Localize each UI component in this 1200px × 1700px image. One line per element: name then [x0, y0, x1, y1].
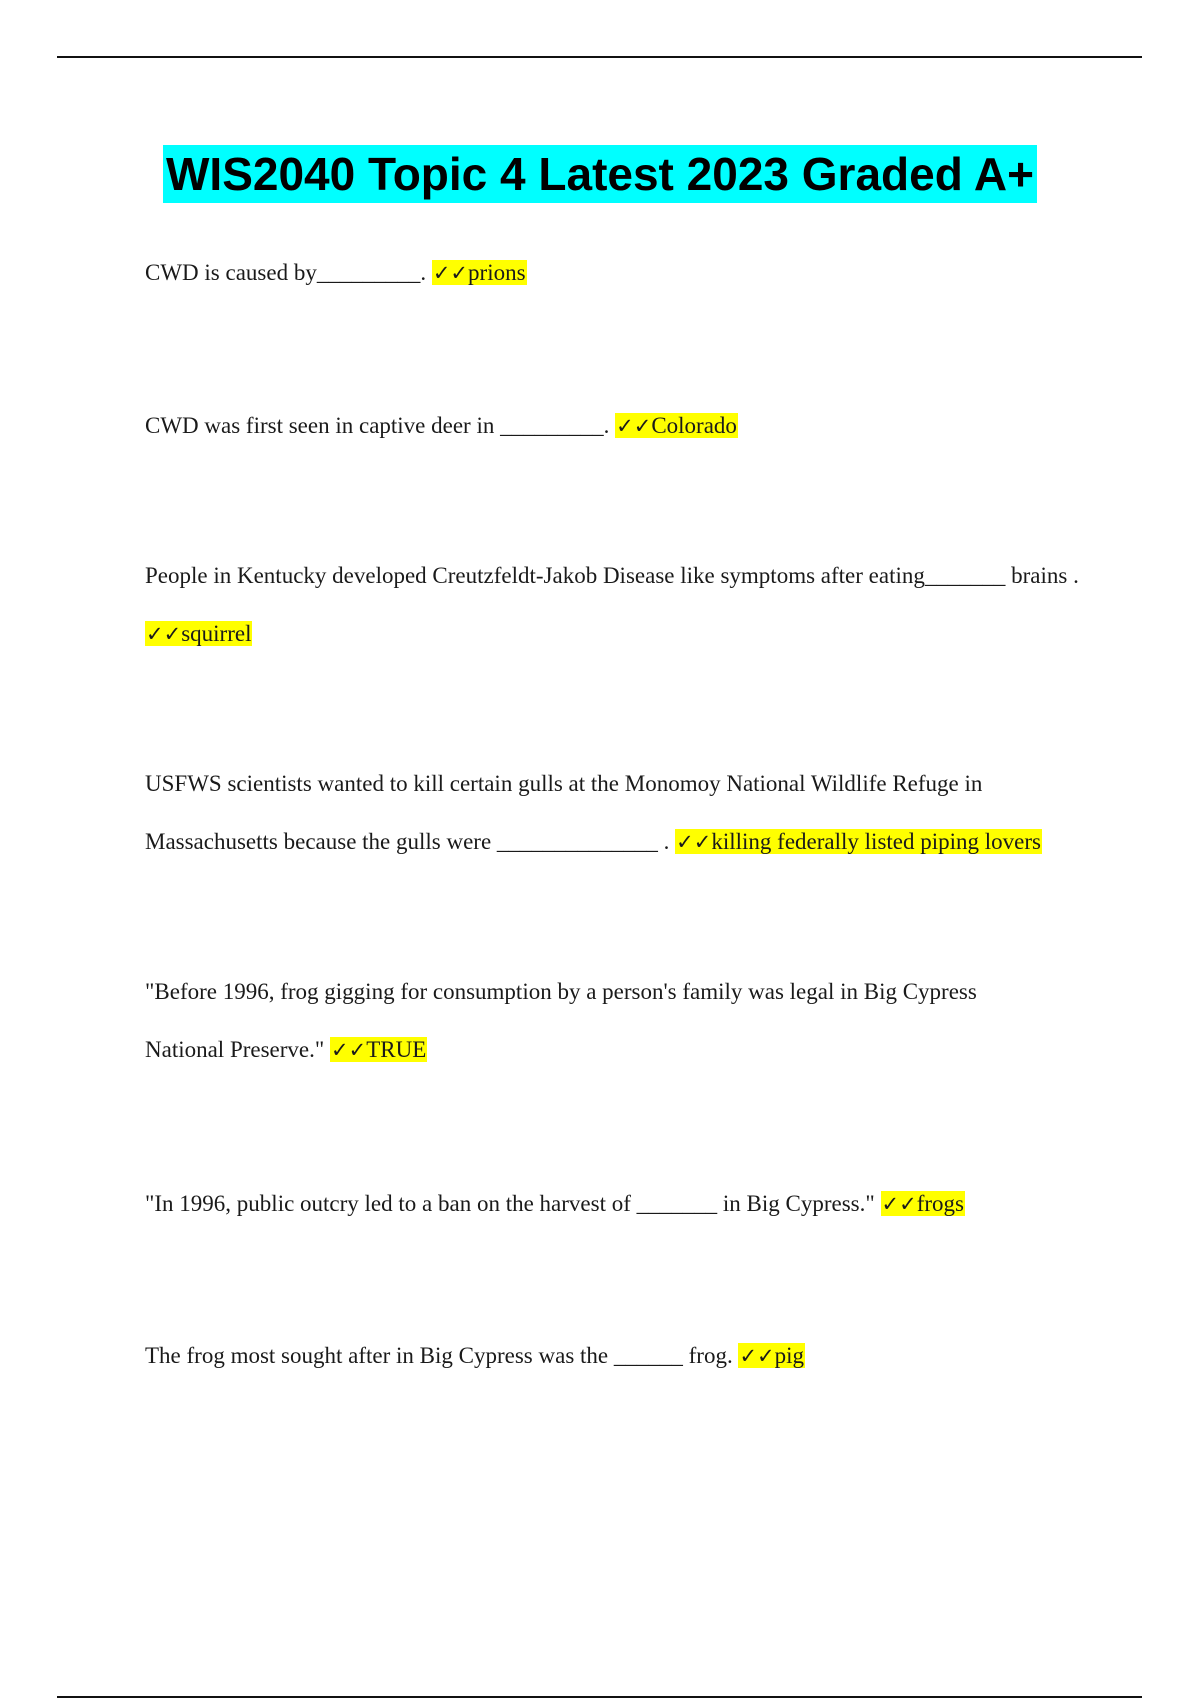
answer-highlight — [145, 621, 252, 646]
double-check-icon: ✓✓ — [146, 622, 182, 646]
double-check-icon: ✓✓ — [616, 414, 652, 438]
qa-item-1 — [145, 244, 1095, 302]
qa-item-2 — [145, 397, 1095, 455]
question-text: CWD is caused by_________. — [145, 260, 432, 285]
answer-highlight — [881, 1191, 965, 1216]
question-text: "In 1996, public outcry led to a ban on the harvest of _______ in Big Cypress." — [145, 1191, 881, 1216]
answer-text: prions — [468, 260, 526, 285]
bottom-rule — [57, 1696, 1142, 1698]
answer-highlight — [675, 829, 1042, 854]
qa-item-4 — [145, 755, 1105, 871]
question-text: People in Kentucky developed Creutzfeldt-Jakob Disease like symptoms after eating_______ brains . — [145, 563, 1079, 588]
question-text: CWD was first seen in captive deer in _________. — [145, 413, 616, 438]
answer-text: frogs — [916, 1191, 964, 1216]
answer-text: pig — [774, 1343, 805, 1368]
qa-item-5 — [145, 963, 1045, 1079]
double-check-icon: ✓✓ — [881, 1192, 917, 1216]
question-text: USFWS scientists wanted to kill certain gulls at the Monomoy National Wildlife Refuge in Massachusetts because the gulls were ______________ . — [145, 771, 983, 854]
answer-text: killing federally listed piping lovers — [711, 829, 1041, 854]
double-check-icon: ✓✓ — [739, 1344, 775, 1368]
answer-highlight — [615, 413, 738, 438]
double-check-icon: ✓✓ — [432, 261, 469, 285]
document-title: WIS2040 Topic 4 Latest 2023 Graded A+ — [163, 145, 1037, 203]
answer-highlight — [432, 260, 527, 285]
answer-highlight — [738, 1343, 805, 1368]
top-rule — [57, 56, 1142, 58]
title-container — [0, 145, 1200, 203]
question-text: "Before 1996, frog gigging for consumption by a person's family was legal in Big Cypress National Preserve." — [145, 979, 977, 1062]
answer-text: squirrel — [181, 621, 252, 646]
qa-item-7 — [145, 1327, 1095, 1385]
qa-item-6 — [145, 1175, 1095, 1233]
qa-item-3 — [145, 547, 1095, 663]
double-check-icon: ✓✓ — [331, 1038, 367, 1062]
answer-highlight — [330, 1037, 427, 1062]
double-check-icon: ✓✓ — [676, 830, 712, 854]
answer-text: Colorado — [651, 413, 737, 438]
question-text: The frog most sought after in Big Cypress was the ______ frog. — [145, 1343, 739, 1368]
answer-text: TRUE — [366, 1037, 427, 1062]
